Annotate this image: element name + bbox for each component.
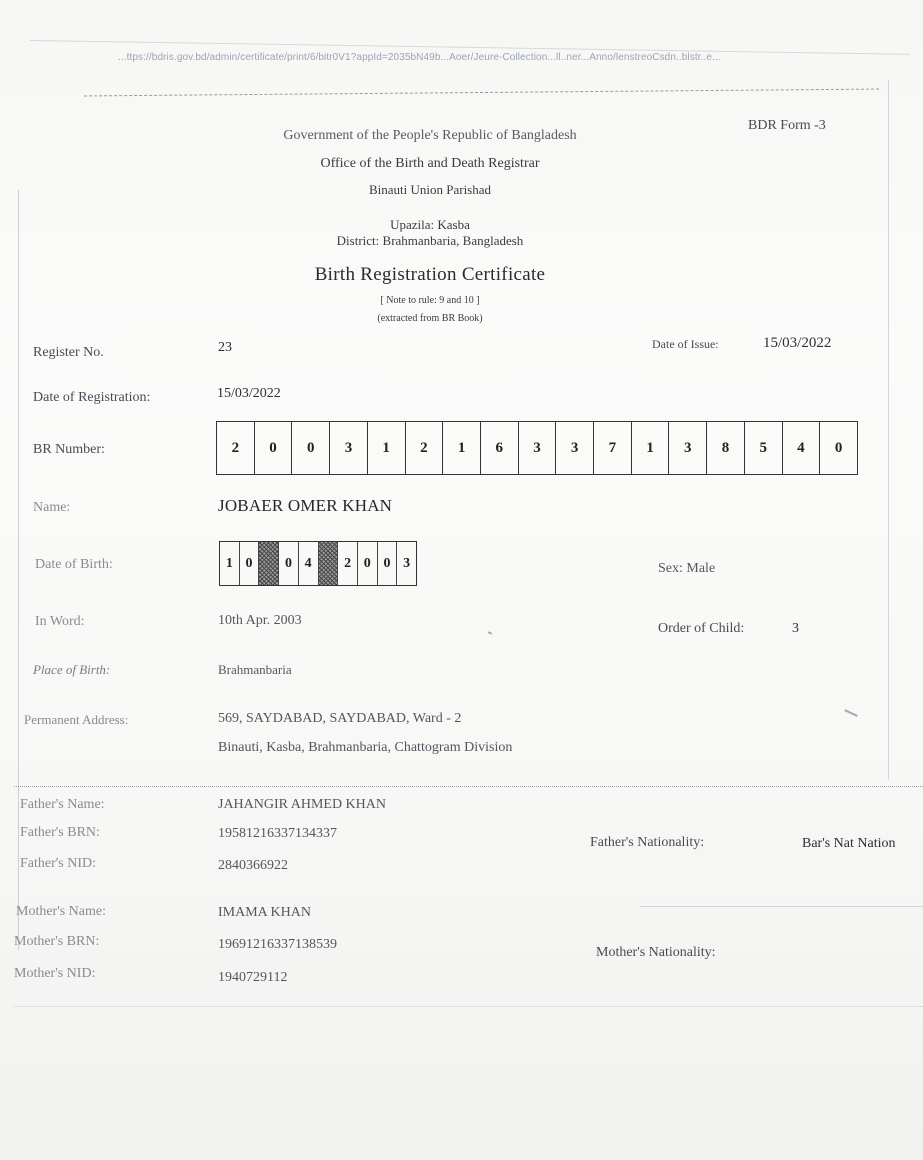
- dob-digit: 0: [278, 542, 298, 585]
- section-divider: [640, 906, 923, 907]
- mother-brn-value: 19691216337138539: [218, 937, 337, 952]
- dob-digit: 0: [357, 542, 377, 585]
- br-digit: 1: [442, 422, 480, 474]
- name-label: Name:: [33, 500, 71, 515]
- father-name-value: JAHANGIR AHMED KHAN: [218, 797, 386, 812]
- br-digit: 6: [480, 422, 518, 474]
- br-digit: 3: [555, 422, 593, 474]
- father-name-label: Father's Name:: [20, 797, 105, 812]
- mother-name-label: Mother's Name:: [16, 904, 107, 919]
- br-number-boxes: [216, 421, 858, 475]
- br-digit: 8: [706, 422, 744, 474]
- sex-value: Sex: Male: [658, 561, 716, 576]
- mother-brn-label: Mother's BRN:: [14, 934, 100, 949]
- br-digit: 5: [744, 422, 782, 474]
- mother-nid-label: Mother's NID:: [14, 966, 96, 981]
- dob-label: Date of Birth:: [35, 557, 113, 572]
- certificate-left-border: [18, 190, 19, 950]
- certificate-top-border: [84, 89, 879, 97]
- date-of-issue-value: 15/03/2022: [763, 335, 832, 351]
- government-heading: Government of the People's Republic of Bangladesh: [283, 128, 577, 143]
- order-of-child-value: 3: [792, 621, 799, 636]
- br-digit: 2: [405, 422, 443, 474]
- stray-mark: [488, 631, 492, 635]
- dob-digit: 0: [239, 542, 259, 585]
- place-of-birth-value: Brahmanbaria: [218, 662, 292, 677]
- in-word-label: In Word:: [35, 614, 85, 629]
- br-digit: 0: [819, 422, 857, 474]
- extract-note: (extracted from BR Book): [377, 313, 483, 324]
- br-digit: 3: [668, 422, 706, 474]
- father-nid-label: Father's NID:: [20, 856, 97, 871]
- union-heading: Binauti Union Parishad: [368, 182, 492, 197]
- br-number-label: BR Number:: [33, 442, 105, 457]
- br-digit: 0: [254, 422, 292, 474]
- br-digit: 4: [782, 422, 820, 474]
- form-code: BDR Form -3: [748, 118, 826, 133]
- order-of-child-label: Order of Child:: [658, 621, 745, 636]
- dob-digit: 1: [225, 555, 233, 571]
- district-heading: District: Brahmanbaria, Bangladesh: [336, 233, 524, 248]
- br-digit: 3: [329, 422, 367, 474]
- dob-boxes: [219, 541, 417, 586]
- dob-in-word: 10th Apr. 2003: [218, 613, 302, 628]
- address-line-2: Binauti, Kasba, Brahmanbaria, Chattogram Division: [218, 740, 513, 755]
- dob-digit: 0: [377, 542, 397, 585]
- dob-digit: 3: [396, 542, 416, 585]
- permanent-address-label: Permanent Address:: [24, 712, 129, 727]
- date-of-issue-label: Date of Issue:: [652, 337, 719, 351]
- br-digit: 7: [593, 422, 631, 474]
- br-digit: 1: [631, 422, 669, 474]
- mother-name-value: IMAMA KHAN: [218, 905, 311, 920]
- date-of-registration-value: 15/03/2022: [217, 386, 281, 401]
- father-brn-value: 19581216337134337: [218, 826, 337, 841]
- register-no-label: Register No.: [33, 345, 104, 360]
- section-divider: [14, 1006, 923, 1007]
- mother-nationality-label: Mother's Nationality:: [596, 945, 716, 960]
- dob-separator: [258, 542, 278, 585]
- father-nid-value: 2840366922: [218, 858, 288, 873]
- br-digit: 2: [231, 439, 240, 456]
- section-divider: [14, 786, 923, 787]
- certificate-right-border: [888, 80, 889, 780]
- dob-digit: 2: [337, 542, 357, 585]
- child-name: JOBAER OMER KHAN: [218, 496, 393, 515]
- print-url: ...ttps://bdris.gov.bd/admin/certificate/print/6/bitr0V1?appId=2035bN49b...Aoer/Jeure-Collection...ll..ner...Anno/lenstreoCsdn..blstr..e...: [118, 52, 721, 63]
- br-digit: 3: [518, 422, 556, 474]
- father-brn-label: Father's BRN:: [20, 825, 100, 840]
- upazila-heading: Upazila: Kasba: [390, 217, 470, 232]
- dob-digit: 4: [298, 542, 318, 585]
- certificate-title: Birth Registration Certificate: [314, 264, 546, 285]
- place-of-birth-label: Place of Birth:: [33, 662, 111, 677]
- mother-nid-value: 1940729112: [218, 970, 288, 985]
- register-no-value: 23: [218, 340, 232, 355]
- date-of-registration-label: Date of Registration:: [33, 390, 151, 405]
- father-nationality-label: Father's Nationality:: [590, 835, 705, 850]
- office-heading: Office of the Birth and Death Registrar: [320, 156, 540, 171]
- br-digit: 0: [291, 422, 329, 474]
- father-nationality-value: Bar's Nat Nation: [802, 836, 896, 851]
- dob-separator: [318, 542, 338, 585]
- rule-note: [ Note to rule: 9 and 10 ]: [380, 295, 480, 306]
- address-line-1: 569, SAYDABAD, SAYDABAD, Ward - 2: [218, 711, 462, 726]
- stray-mark: [844, 709, 858, 717]
- br-digit: 1: [367, 422, 405, 474]
